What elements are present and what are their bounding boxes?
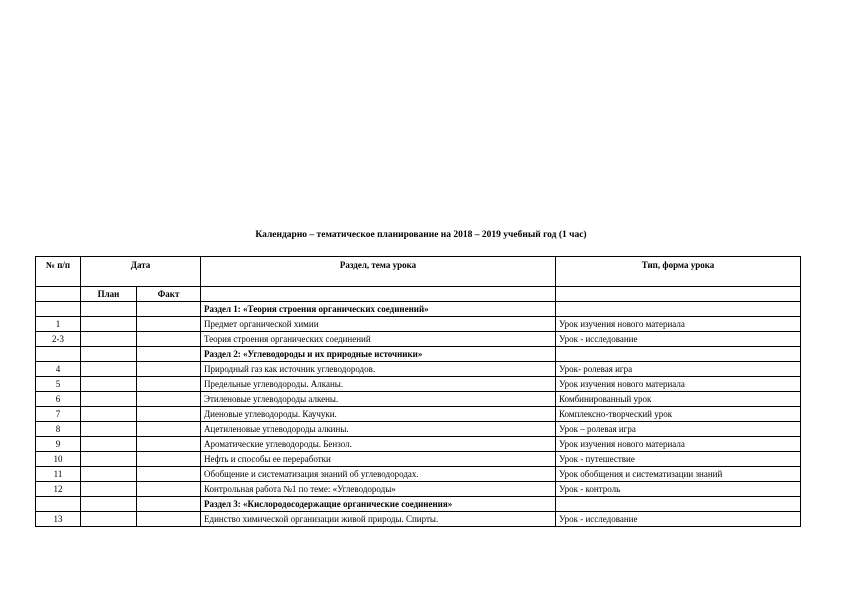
section-row: [36, 302, 801, 317]
row-fact-date: [137, 302, 201, 317]
table-row: [36, 452, 801, 467]
row-fact-date: [137, 392, 201, 407]
subheader-type-empty: [556, 287, 801, 302]
header-plan: План: [81, 287, 137, 302]
row-num: 10: [36, 452, 81, 467]
document-title: Календарно – тематическое планирование на 2018 – 2019 учебный год (1 час): [255, 230, 587, 240]
row-type: Урок – ролевая игра: [556, 422, 801, 437]
row-num: [36, 497, 81, 512]
row-topic: Ацетиленовые углеводороды алкины.: [201, 422, 556, 437]
row-type: Комплексно-творческий урок: [556, 407, 801, 422]
row-plan-date: [81, 452, 137, 467]
row-num: 2-3: [36, 332, 81, 347]
row-num: 11: [36, 467, 81, 482]
row-num: 8: [36, 422, 81, 437]
row-topic: Диеновые углеводороды. Каучуки.: [201, 407, 556, 422]
row-fact-date: [137, 452, 201, 467]
header-num: № п/п: [36, 257, 81, 287]
table-row: [36, 512, 801, 527]
row-num: [36, 302, 81, 317]
row-fact-date: [137, 377, 201, 392]
row-type: Урок - контроль: [556, 482, 801, 497]
row-topic: Нефть и способы ее переработки: [201, 452, 556, 467]
row-type: [556, 347, 801, 362]
row-fact-date: [137, 332, 201, 347]
header-row: [36, 257, 801, 287]
row-plan-date: [81, 302, 137, 317]
table-row: [36, 422, 801, 437]
section-row: [36, 497, 801, 512]
table-row: [36, 317, 801, 332]
row-fact-date: [137, 362, 201, 377]
row-plan-date: [81, 482, 137, 497]
row-topic: Этиленовые углеводороды алкены.: [201, 392, 556, 407]
row-type: Урок обобщения и систематизации знаний: [556, 467, 801, 482]
row-fact-date: [137, 422, 201, 437]
row-plan-date: [81, 437, 137, 452]
subheader-empty: [36, 287, 81, 302]
row-topic: Предельные углеводороды. Алканы.: [201, 377, 556, 392]
row-plan-date: [81, 467, 137, 482]
row-fact-date: [137, 407, 201, 422]
row-fact-date: [137, 467, 201, 482]
row-num: 7: [36, 407, 81, 422]
row-plan-date: [81, 497, 137, 512]
row-type: Урок - путешествие: [556, 452, 801, 467]
row-topic: Обобщение и систематизация знаний об углеводородах.: [201, 467, 556, 482]
row-topic: Единство химической организации живой природы. Спирты.: [201, 512, 556, 527]
row-plan-date: [81, 392, 137, 407]
row-plan-date: [81, 347, 137, 362]
row-topic: Теория строения органических соединений: [201, 332, 556, 347]
header-fact: Факт: [137, 287, 201, 302]
row-num: 6: [36, 392, 81, 407]
row-fact-date: [137, 497, 201, 512]
section-title: Раздел 2: «Углеводороды и их природные источники»: [201, 347, 556, 362]
row-num: 9: [36, 437, 81, 452]
row-type: [556, 302, 801, 317]
row-fact-date: [137, 317, 201, 332]
row-fact-date: [137, 512, 201, 527]
row-type: [556, 497, 801, 512]
row-type: Урок - исследование: [556, 512, 801, 527]
row-num: 13: [36, 512, 81, 527]
row-topic: Контрольная работа №1 по теме: «Углеводороды»: [201, 482, 556, 497]
row-num: [36, 347, 81, 362]
row-type: Урок изучения нового материала: [556, 377, 801, 392]
row-fact-date: [137, 437, 201, 452]
row-plan-date: [81, 512, 137, 527]
table-row: [36, 482, 801, 497]
row-plan-date: [81, 317, 137, 332]
table-row: [36, 467, 801, 482]
section-row: [36, 347, 801, 362]
row-num: 4: [36, 362, 81, 377]
row-plan-date: [81, 332, 137, 347]
table-row: [36, 392, 801, 407]
row-num: 12: [36, 482, 81, 497]
row-type: Урок - исследование: [556, 332, 801, 347]
table-row: [36, 377, 801, 392]
row-type: Урок изучения нового материала: [556, 317, 801, 332]
table-row: [36, 362, 801, 377]
table-row: [36, 407, 801, 422]
row-topic: Ароматические углеводороды. Бензол.: [201, 437, 556, 452]
planning-table: [35, 256, 801, 527]
row-plan-date: [81, 362, 137, 377]
row-type: Комбинированный урок: [556, 392, 801, 407]
row-plan-date: [81, 422, 137, 437]
row-plan-date: [81, 407, 137, 422]
row-type: Урок изучения нового материала: [556, 437, 801, 452]
subheader-row: [36, 287, 801, 302]
row-fact-date: [137, 347, 201, 362]
row-fact-date: [137, 482, 201, 497]
section-title: Раздел 1: «Теория строения органических соединений»: [201, 302, 556, 317]
row-plan-date: [81, 377, 137, 392]
header-type: Тип, форма урока: [556, 257, 801, 287]
subheader-topic-empty: [201, 287, 556, 302]
row-num: 1: [36, 317, 81, 332]
table-row: [36, 437, 801, 452]
row-type: Урок- ролевая игра: [556, 362, 801, 377]
row-topic: Предмет органической химии: [201, 317, 556, 332]
row-topic: Природный газ как источник углеводородов.: [201, 362, 556, 377]
header-topic: Раздел, тема урока: [201, 257, 556, 287]
table-row: [36, 332, 801, 347]
row-num: 5: [36, 377, 81, 392]
header-date: Дата: [81, 257, 201, 287]
section-title: Раздел 3: «Кислородосодержащие органические соединения»: [201, 497, 556, 512]
